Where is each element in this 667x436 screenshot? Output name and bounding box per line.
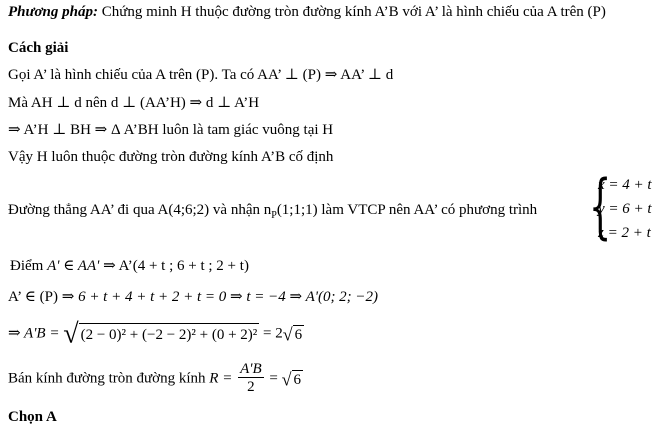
distance-line <box>8 318 304 349</box>
distance-rhs: = 2 <box>263 325 283 342</box>
method-line <box>8 3 606 21</box>
point-a-prime-line <box>10 257 249 275</box>
radius-denominator: 2 <box>247 379 255 396</box>
radius-lhs: R = <box>209 370 233 387</box>
normal-subscript: P <box>271 210 277 221</box>
in-plane-prefix: A’ ∈ (P) ⇒ <box>8 289 79 305</box>
line-aa-rest: (1;1;1) làm VTCP nên AA’ có phương trình <box>276 202 538 218</box>
solution-heading: Cách giải <box>8 40 69 56</box>
radius-line <box>8 360 303 397</box>
distance-root <box>283 319 304 349</box>
system-x: x = 4 + t <box>598 177 652 193</box>
distance-sqrt <box>63 319 259 349</box>
sqrt-icon: √ <box>63 318 79 350</box>
sqrt-icon: √ <box>281 369 292 390</box>
line-aa-text: Đường thẳng AA’ đi qua A(4;6;2) và nhận n <box>8 202 272 218</box>
radius-text: Bán kính đường tròn đường kính <box>8 370 210 387</box>
sqrt-icon: √ <box>282 324 293 345</box>
point-prefix: Điểm <box>10 258 48 274</box>
solution-line-3: ⇒ A’H ⊥ BH ⇒ Δ A’BH luôn là tam giác vuông tại H <box>8 122 334 138</box>
point-rest: A’(4 + t ; 6 + t ; 2 + t) <box>115 258 249 274</box>
system-brace: { <box>589 165 612 247</box>
system-y: y = 6 + t <box>598 201 652 217</box>
line-aa-equation <box>8 201 537 225</box>
solution-line-2: Mà AH ⊥ d nên d ⊥ (AA’H) ⇒ d ⊥ A’H <box>8 95 260 111</box>
solution-line-4: Vậy H luôn thuộc đường tròn đường kính A’B cố định <box>8 149 334 165</box>
solution-line-1: Gọi A’ là hình chiếu của A trên (P). Ta có AA’ ⊥ (P) ⇒ AA’ ⊥ d <box>8 67 394 83</box>
in-plane-math: 6 + t + 4 + t + 2 + t = 0 ⇒ t = −4 ⇒ A'(0; 2; −2) <box>78 289 379 305</box>
radius-root-value: 6 <box>293 372 301 389</box>
radius-root <box>282 361 303 397</box>
radius-numerator: A'B <box>240 361 262 378</box>
point-math: A' ∈ AA' ⇒ <box>47 258 116 274</box>
radius-fraction <box>238 361 264 396</box>
in-plane-line <box>8 288 378 306</box>
parametric-system <box>589 165 661 247</box>
system-z: z = 2 + t <box>598 225 651 241</box>
method-label: Phương pháp: <box>8 4 98 20</box>
method-text: Chứng minh H thuộc đường tròn đường kính A’B với A’ là hình chiếu của A trên (P) <box>97 4 606 20</box>
radius-eq: = <box>269 370 278 387</box>
distance-root-value: 6 <box>294 327 303 344</box>
answer: Chọn A <box>8 409 57 425</box>
distance-radicand: (2 − 0)² + (−2 − 2)² + (0 + 2)² <box>79 323 260 345</box>
distance-lhs: ⇒ A'B = <box>8 325 60 342</box>
